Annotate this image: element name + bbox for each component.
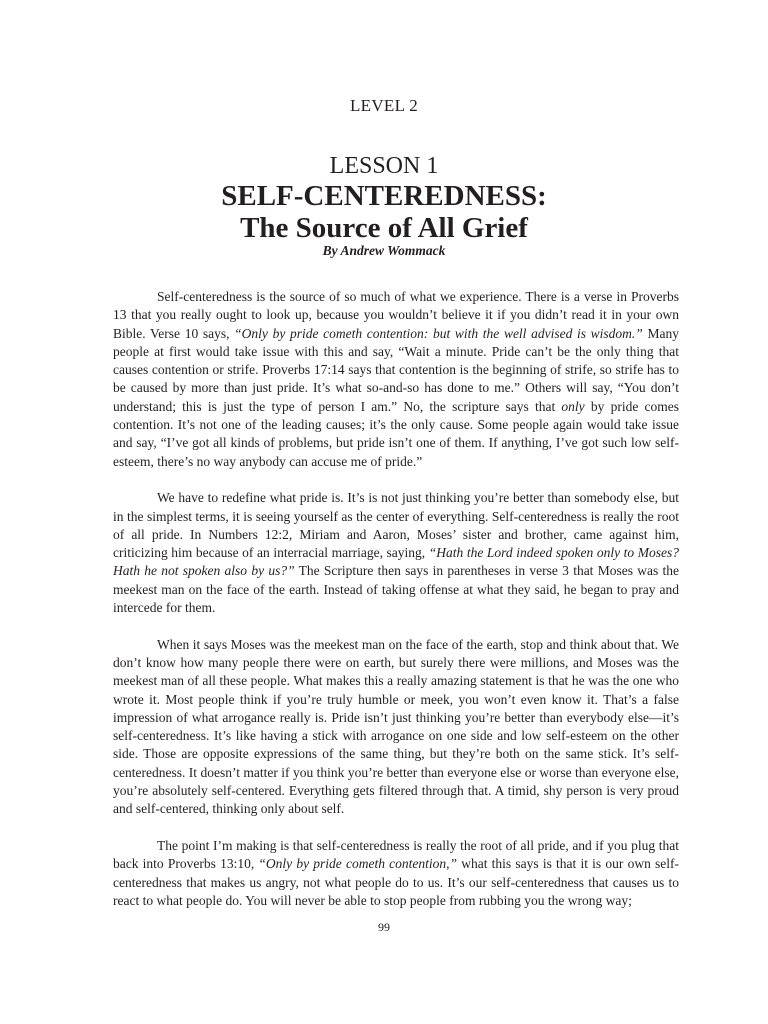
scripture-quote: “Only by pride cometh contention,”	[258, 856, 458, 872]
paragraph-2	[113, 489, 679, 617]
paragraph-text: We have to redefine what pride is. It’s is not just thinking you’re better than somebody else, but in the simplest terms, it is seeing yourself as the center of everything. Self-centeredness is really the root of all pride. In Numbers 12:2, Miriam and Aaron, Moses’ sister and brother, came against him, criticizing him because of an interracial marriage, saying,	[113, 490, 679, 561]
paragraph-1	[113, 288, 679, 471]
paragraph-text: Many people at first would take issue with this and say, “Wait a minute. Pride can’t be the only thing that causes contention or strife. Proverbs 17:14 says that contention is the beginning of strife, so strife has to be caused by more than just pride. It’s what so-and-so has done to me.” Others will say, “You don’t understand; this is just the type of person I am.” No, the scripture says that	[113, 325, 679, 414]
lesson-body	[113, 288, 679, 910]
lesson-heading: LESSON 1	[329, 153, 439, 179]
page-number: 99	[378, 920, 390, 934]
level-heading: LEVEL 2	[349, 96, 419, 115]
emphasis-text: only	[561, 398, 585, 414]
paragraph-text: by pride comes contention. It’s not one of the leading causes; it’s the only cause. Some people again would take issue and say, “I’ve got all kinds of problems, but pride isn’t one of them. If anything, I’ve got such low self-esteem, there’s no way anybody can accuse me of pride.”	[113, 398, 679, 469]
paragraph-text: what this says is that it is our own self-centeredness that makes us angry, not what people do to us. It’s our self-centeredness that causes us to react to what people do. You will never be able to stop people from rubbing you the wrong way;	[113, 856, 680, 908]
lesson-title-line-1: SELF-CENTEREDNESS:	[221, 180, 547, 212]
scripture-quote: “Only by pride cometh contention: but with the well advised is wisdom.”	[234, 325, 643, 341]
paragraph-3	[113, 636, 679, 819]
paragraph-4	[113, 837, 679, 910]
paragraph-text: Self-centeredness is the source of so much of what we experience. There is a verse in Proverbs 13 that you really ought to look up, because you wouldn’t believe it if you didn’t read it in your own Bible. Verse 10 says,	[113, 289, 679, 341]
paragraph-text: When it says Moses was the meekest man on the face of the earth, stop and think about that. We don’t know how many people there were on earth, but surely there were millions, and Moses was the meekest man of all these people. What makes this a really amazing statement is that he was the one who wrote it. Most people think if you’re truly humble or meek, you won’t even know it. That’s a false impression of what arrogance really is. Pride isn’t just thinking you’re better than everybody else—it’s self-centeredness. It’s like having a stick with arrogance on one side and low self-esteem on the other side. Those are opposite expressions of the same thing, but they’re both on the same stick. It’s self-centeredness. It doesn’t matter if you think you’re better than everyone else or worse than everyone else, you’re absolutely self-centered. Everything gets filtered through that. A timid, shy person is very proud and self-centered, thinking only about self.	[113, 636, 679, 817]
paragraph-text: The point I’m making is that self-centeredness is really the root of all pride, and if you plug that back into Proverbs 13:10,	[113, 837, 679, 872]
scripture-quote: “Hath the Lord indeed spoken only to Moses? Hath he not spoken also by us?”	[113, 545, 679, 579]
lesson-title-line-2: The Source of All Grief	[240, 212, 528, 244]
author-byline: By Andrew Wommack	[322, 243, 446, 258]
paragraph-text: The Scripture then says in parentheses in verse 3 that Moses was the meekest man on the face of the earth. Instead of taking offense at what they said, he began to pray and intercede for them.	[113, 563, 679, 616]
